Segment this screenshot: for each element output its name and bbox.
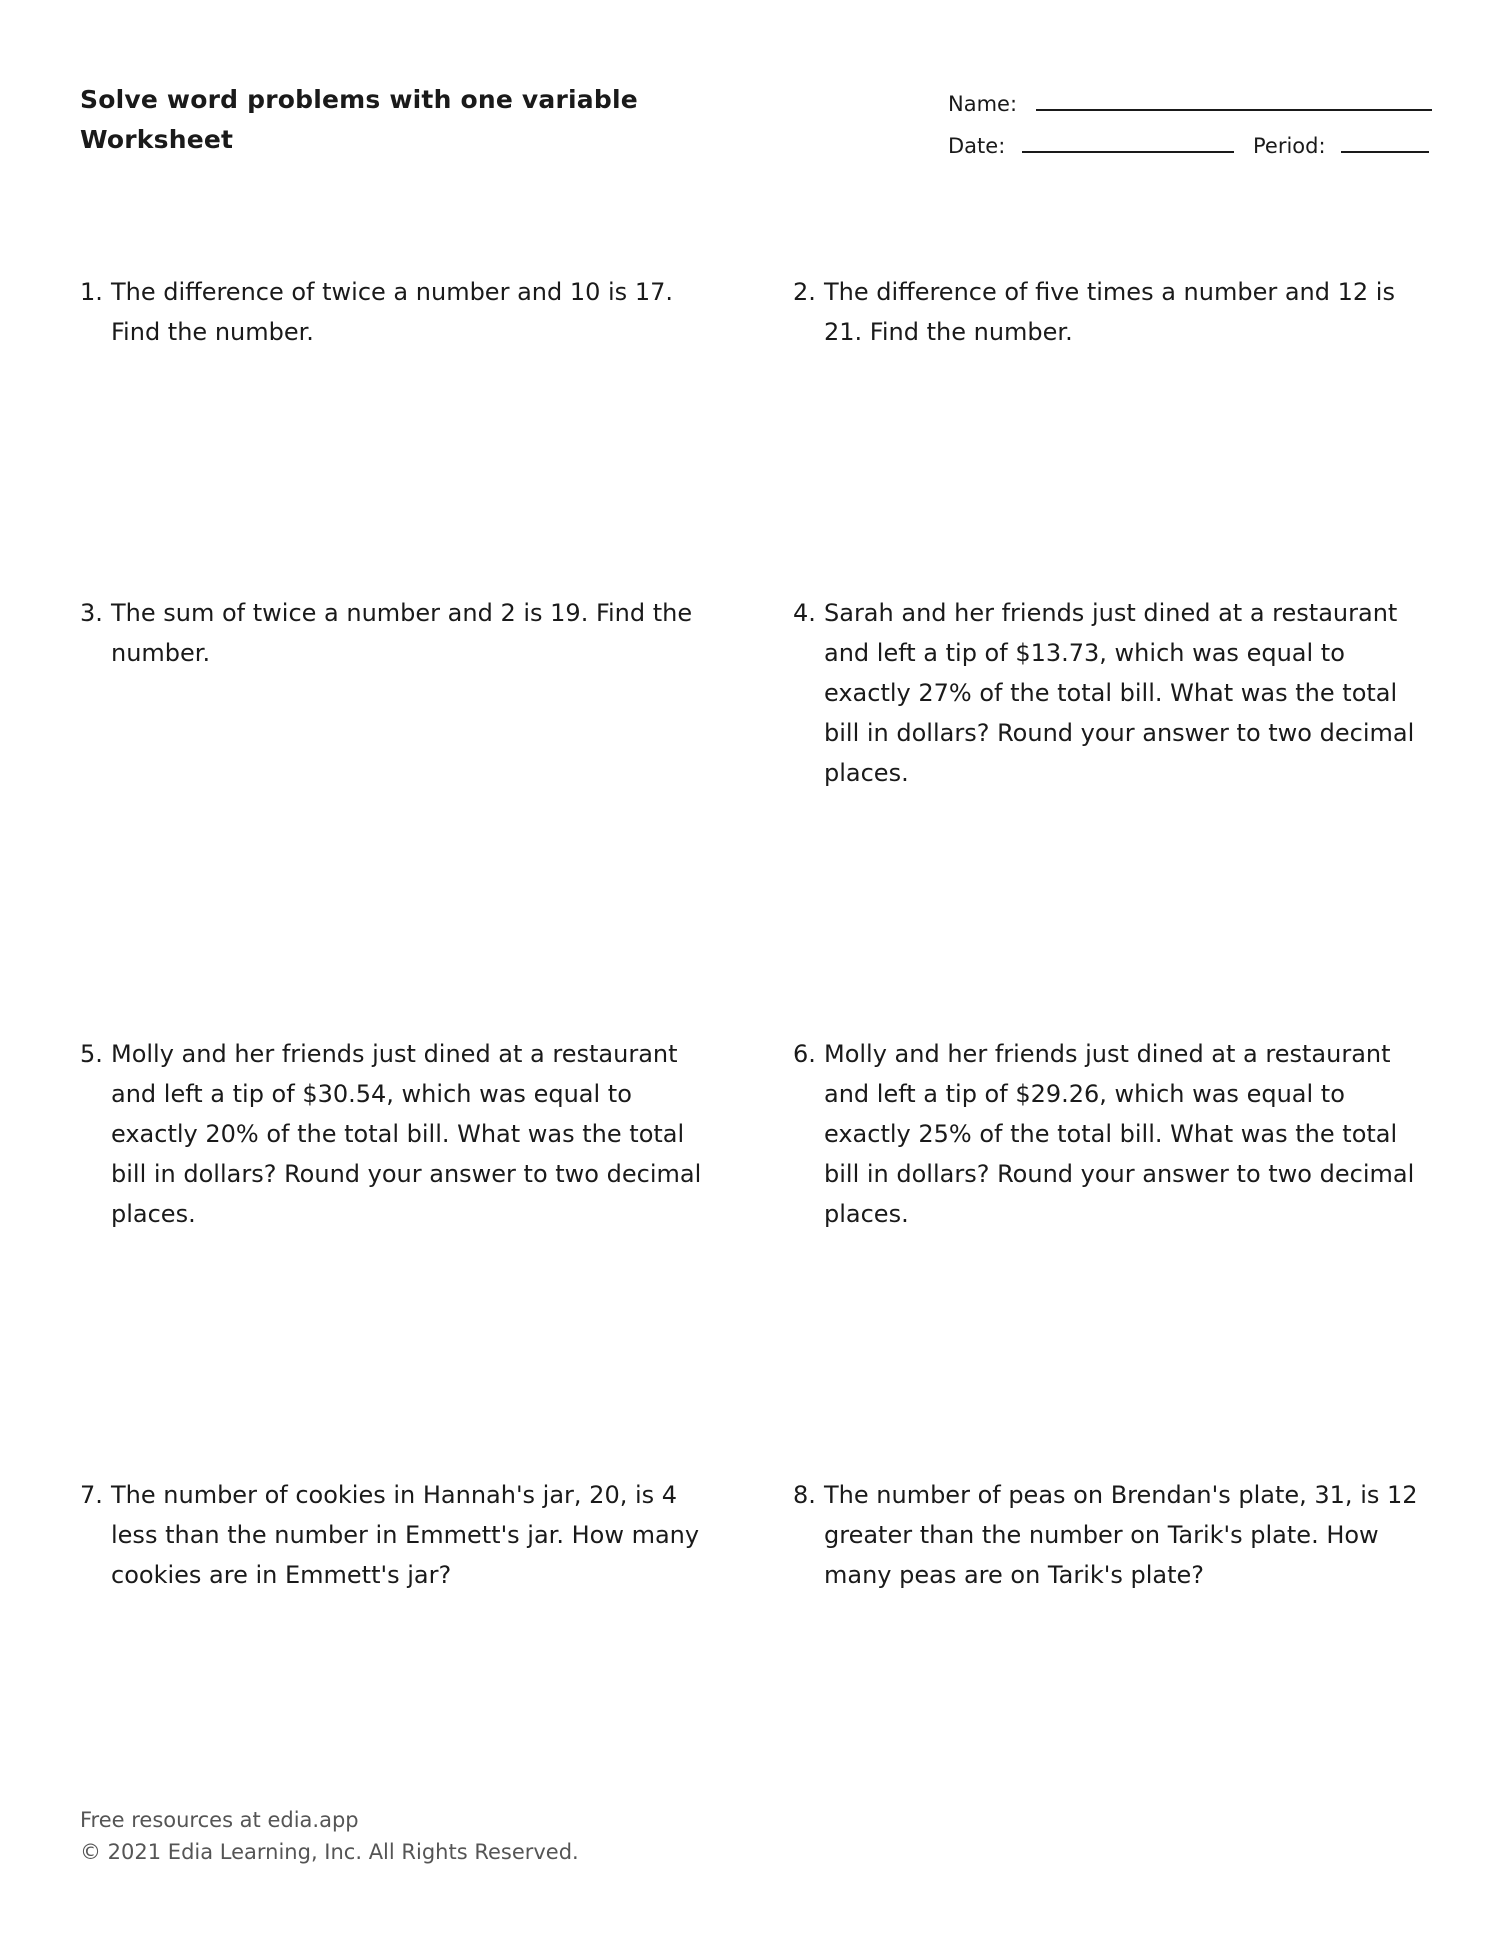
problem-number: 7.	[80, 1481, 103, 1509]
problem-number: 8.	[793, 1481, 816, 1509]
problem-number: 4.	[793, 599, 816, 627]
period-label: Period:	[1253, 134, 1326, 158]
problem-text: The difference of five times a number and 12 is 21. Find the number.	[824, 278, 1395, 346]
period-field[interactable]	[1341, 151, 1429, 153]
problem-2	[793, 272, 1433, 352]
footer-copyright: © 2021 Edia Learning, Inc. All Rights Reserved.	[80, 1840, 579, 1864]
problem-text: Sarah and her friends just dined at a restaurant and left a tip of $13.73, which was equal to exactly 27% of the total bill. What was the total bill in dollars? Round your answer to two decimal places.	[824, 599, 1415, 787]
problem-text: The difference of twice a number and 10 is 17. Find the number.	[111, 278, 673, 346]
worksheet-title: Solve word problems with one variable	[80, 85, 638, 114]
problem-number: 3.	[80, 599, 103, 627]
problem-number: 1.	[80, 278, 103, 306]
problem-number: 5.	[80, 1040, 103, 1068]
problem-7	[80, 1475, 720, 1595]
problem-number: 2.	[793, 278, 816, 306]
problem-number: 6.	[793, 1040, 816, 1068]
name-field[interactable]	[1036, 109, 1432, 111]
problem-text: The number of peas on Brendan's plate, 31, is 12 greater than the number on Tarik's plate. How many peas are on Tarik's plate?	[824, 1481, 1418, 1589]
problem-6	[793, 1034, 1433, 1234]
problem-text: Molly and her friends just dined at a restaurant and left a tip of $29.26, which was equal to exactly 25% of the total bill. What was the total bill in dollars? Round your answer to two decimal places.	[824, 1040, 1415, 1228]
problem-4	[793, 593, 1433, 793]
problem-3	[80, 593, 720, 673]
name-label: Name:	[948, 92, 1018, 116]
problem-text: Molly and her friends just dined at a restaurant and left a tip of $30.54, which was equal to exactly 20% of the total bill. What was the total bill in dollars? Round your answer to two decimal places.	[111, 1040, 702, 1228]
worksheet-subtitle: Worksheet	[80, 125, 234, 154]
date-label: Date:	[948, 134, 1006, 158]
footer-resources: Free resources at edia.app	[80, 1808, 359, 1832]
problem-text: The number of cookies in Hannah's jar, 20, is 4 less than the number in Emmett's jar. How many cookies are in Emmett's jar?	[111, 1481, 700, 1589]
problem-5	[80, 1034, 720, 1234]
date-field[interactable]	[1022, 151, 1234, 153]
problem-8	[793, 1475, 1433, 1595]
problem-text: The sum of twice a number and 2 is 19. Find the number.	[111, 599, 693, 667]
problem-1	[80, 272, 720, 352]
